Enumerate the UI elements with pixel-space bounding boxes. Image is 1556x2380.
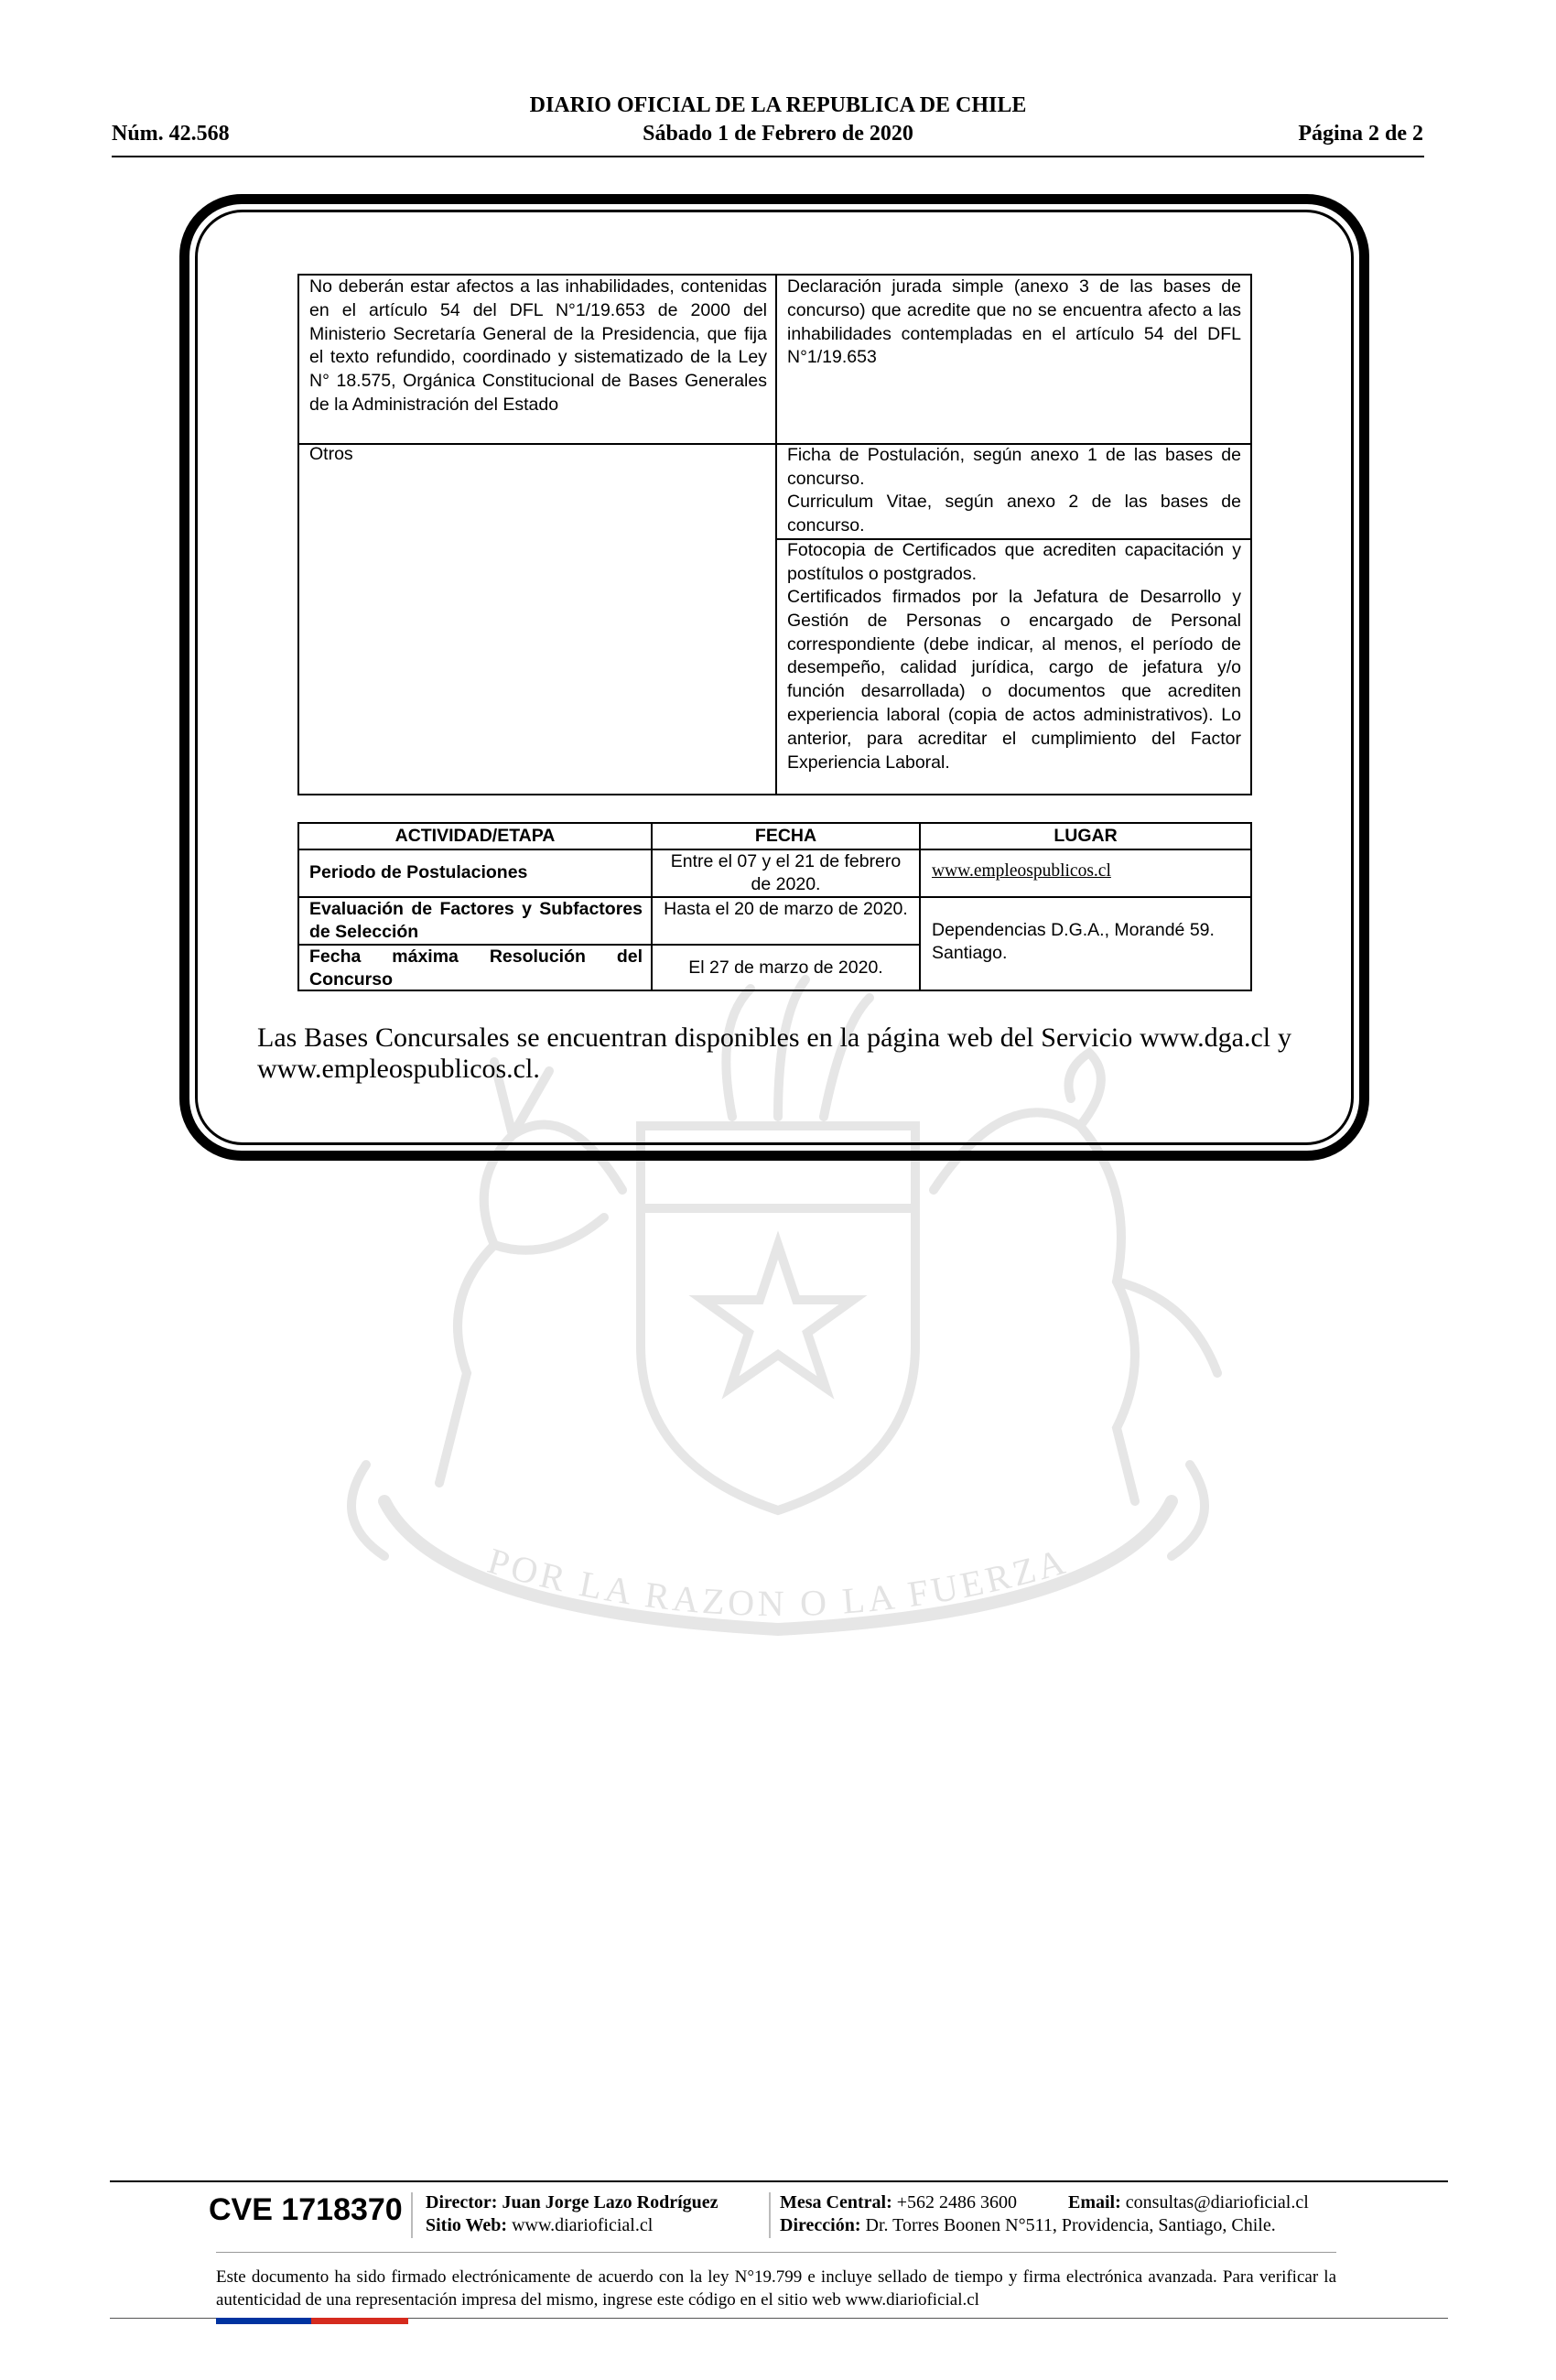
date-resolucion: El 27 de marzo de 2020. (688, 957, 883, 978)
closing-paragraph: Las Bases Concursales se encuentran disponibles en la página web del Servicio www.dga.cl y www.empleospublicos.cl. (257, 1022, 1291, 1084)
footer-separator (769, 2192, 771, 2238)
website-link[interactable]: www.diarioficial.cl (512, 2215, 654, 2235)
document-curriculum: Curriculum Vitae, según anexo 2 de las bases de concurso. (787, 492, 1241, 536)
website-label: Sitio Web: (426, 2215, 508, 2235)
website-line (426, 2215, 653, 2236)
link-empleospublicos[interactable]: www.empleospublicos.cl (932, 861, 1111, 881)
document-certificados-capacitacion: Fotocopia de Certificados que acrediten capacitación y postítulos o postgrados. (787, 540, 1241, 584)
svg-text:POR LA RAZON O LA FUERZA (483, 1540, 1073, 1624)
signature-notice: Este documento ha sido firmado electrónicamente de acuerdo con la ley N°19.799 e incluye sellado de tiempo y firma electrónica avanzada. Para verificar la autenticidad de una representación impresa del mismo, ingrese este código en el sitio web www.diarioficial.cl (216, 2267, 1336, 2310)
column-header-place: LUGAR (1054, 826, 1118, 846)
email-label: Email: (1068, 2192, 1121, 2212)
address-line (780, 2215, 1276, 2236)
document-declaracion-jurada: Declaración jurada simple (anexo 3 de las bases de concurso) que acredite que no se encuentra afecto a las inhabilidades contempladas en el artículo 54 del DFL N°1/19.653 (787, 276, 1241, 368)
date-evaluacion: Hasta el 20 de marzo de 2020. (664, 899, 908, 919)
page-indicator: Página 2 de 2 (1298, 122, 1423, 146)
watermark-motto: POR LA RAZON O LA FUERZA (483, 1540, 1073, 1625)
activity-schedule-table (297, 822, 1252, 991)
column-header-date: FECHA (754, 826, 817, 846)
column-divider (775, 276, 777, 794)
address-text: Dr. Torres Boonen N°511, Providencia, Santiago, Chile. (865, 2215, 1276, 2235)
footer-separator (411, 2192, 413, 2238)
phone-label: Mesa Central: (780, 2192, 892, 2212)
issue-number: Núm. 42.568 (112, 122, 230, 146)
requirement-inhabilidades: No deberán estar afectos a las inhabilidades, contenidas en el artículo 54 del DFL N°1/19.653 de 2000 del Ministerio Secretaría General de la Presidencia, que fija el texto refundido, coordinado y sistematizado de la Ley N° 18.575, Orgánica Constitucional de Bases Generales de la Administración del Estado (309, 276, 767, 415)
requirements-table (297, 274, 1252, 795)
header-divider (112, 156, 1424, 157)
phone-number: +562 2486 3600 (896, 2192, 1018, 2212)
address-label: Dirección: (780, 2215, 861, 2235)
footer-inner-divider (216, 2252, 1336, 2253)
director-line (426, 2192, 719, 2213)
requirement-otros: Otros (309, 444, 353, 464)
issue-date: Sábado 1 de Febrero de 2020 (643, 122, 913, 146)
document-certificados-experiencia: Certificados firmados por la Jefatura de Desarrollo y Gestión de Personas o encargado de Personal correspondiente (debe indicar, al menos, el período de desempeño, calidad jurídica, cargo de jefatura y/o función desarrollada) o documentos que acrediten experiencia laboral (copia de actos administrativos). Lo anterior, para acreditar el cumplimiento del Factor Experiencia Laboral. (787, 587, 1241, 773)
place-dependencias: Dependencias D.G.A., Morandé 59. Santiago. (932, 920, 1215, 963)
email-line (1068, 2192, 1309, 2213)
director-name: Juan Jorge Lazo Rodríguez (502, 2192, 719, 2212)
cve-code: CVE 1718370 (209, 2192, 403, 2227)
activity-resolucion: Fecha máxima Resolución del Concurso (309, 947, 643, 990)
email-address[interactable]: consultas@diarioficial.cl (1125, 2192, 1309, 2212)
document-ficha-postulacion: Ficha de Postulación, según anexo 1 de las bases de concurso. (787, 445, 1241, 489)
flag-stripe-blue (216, 2318, 311, 2324)
phone-line (780, 2192, 1017, 2213)
column-header-activity: ACTIVIDAD/ETAPA (394, 826, 556, 846)
newspaper-title: DIARIO OFICIAL DE LA REPUBLICA DE CHILE (529, 93, 1027, 117)
date-postulaciones: Entre el 07 y el 21 de febrero de 2020. (670, 851, 902, 894)
flag-stripe-red (311, 2318, 408, 2324)
footer-divider (110, 2180, 1448, 2182)
activity-postulaciones: Periodo de Postulaciones (309, 862, 528, 882)
director-label: Director: (426, 2192, 498, 2212)
activity-evaluacion: Evaluación de Factores y Subfactores de Selección (309, 899, 643, 942)
